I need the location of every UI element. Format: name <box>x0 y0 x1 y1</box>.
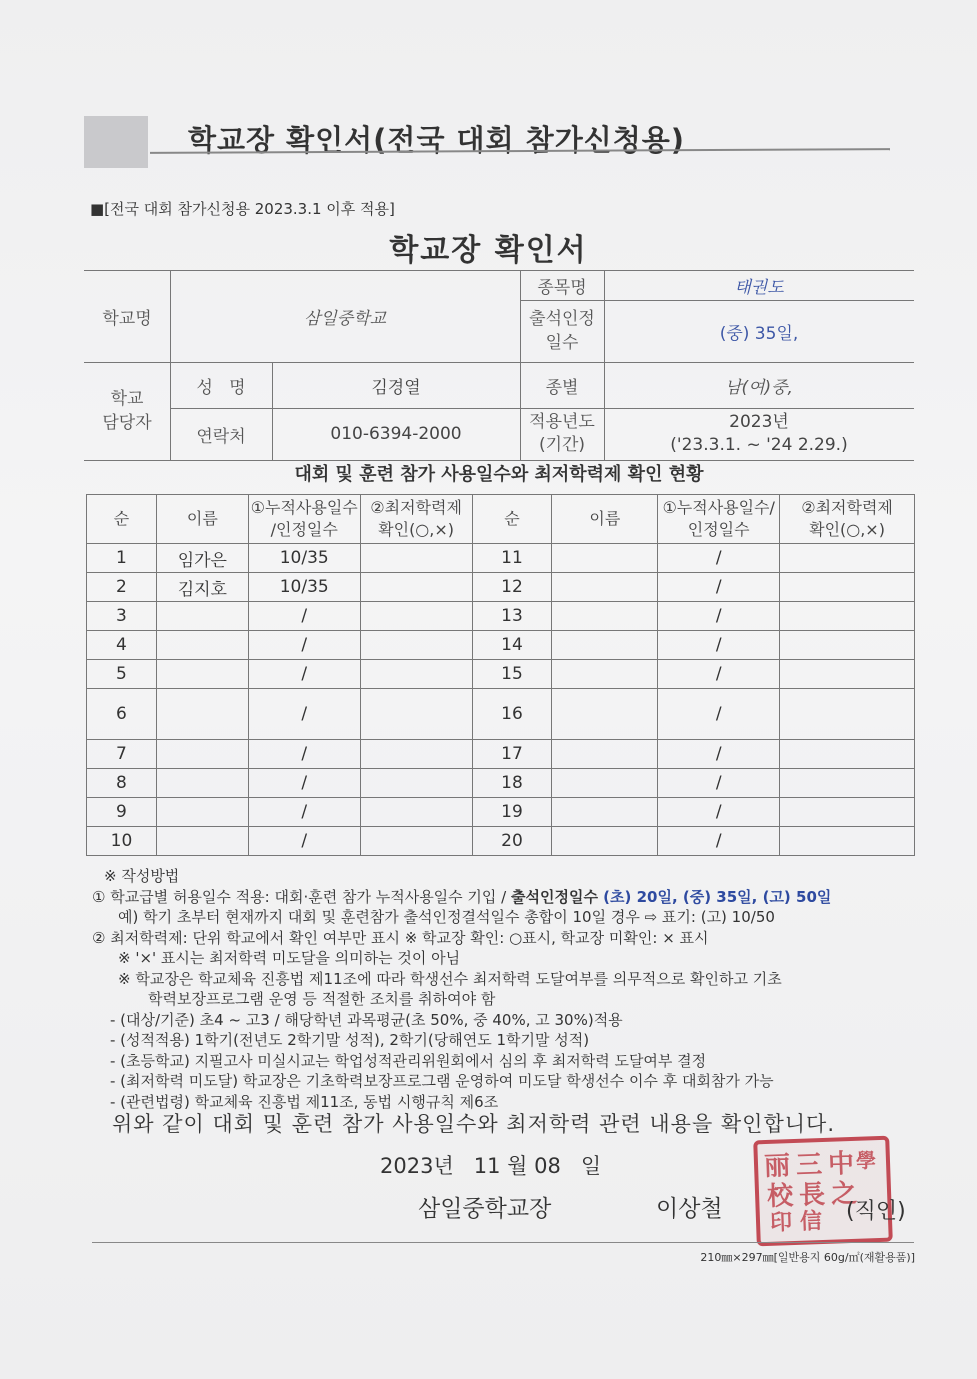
year-value: 2023년 ('23.3.1. ~ '24 2.29.) <box>670 412 848 455</box>
col-days: ①누적사용일수 /인정일수 <box>248 495 360 544</box>
instruction-line: 예) 학기 초부터 현재까지 대회 및 훈련참가 출석인정결석일수 총합이 10일 경우 ⇨ 표기: (고) 10/50 <box>118 908 775 926</box>
gender-value: 남(여)중, <box>725 377 793 398</box>
gender-label: 종별 <box>545 377 579 398</box>
col-no-right: 순 <box>472 495 552 544</box>
attendance-value: (중) 35일, <box>719 323 799 344</box>
table-row: 4 / 14 / <box>87 631 915 660</box>
instruction-line: ① 학교급별 허용일수 적용: 대회·훈련 참가 누적사용일수 기입 / 출석인정일수 (초) 20일, (중) 35일, (고) 50일 <box>92 887 832 906</box>
attendance-label: 출석인정 일수 <box>529 309 595 353</box>
principal-title: 삼일중학교장 <box>418 1196 552 1222</box>
applied-note: ■[전국 대회 참가신청용 2023.3.1 이후 적용] <box>90 200 395 218</box>
school-label: 학교명 <box>102 308 152 329</box>
instruction-line: - (최저학력 미도달) 학교장은 기초학력보장프로그램 운영하여 미도달 학생선수 이수 후 대회참가 가능 <box>110 1072 774 1090</box>
info-table <box>84 270 914 462</box>
school-value: 삼일중학교 <box>303 308 387 329</box>
instructions <box>92 866 922 1112</box>
instruction-line: ② 최저학력제: 단위 학교에서 확인 여부만 표시 ※ 학교장 확인: ○표시, 학교장 미확인: × 표시 <box>92 928 709 947</box>
instruction-line: 학력보장프로그램 운영 등 적절한 조치를 취하여야 함 <box>148 990 496 1008</box>
table-header-row <box>87 495 915 544</box>
instruction-line: - (관련법령) 학교체육 진흥법 제11조, 동법 시행규칙 제6조 <box>110 1092 499 1111</box>
instruction-line: - (성적적용) 1학기(전년도 2학기말 성적), 2학기(당해연도 1학기말 성적) <box>110 1031 590 1049</box>
principal-name: 이상철 <box>656 1196 723 1222</box>
col-name: 이름 <box>156 495 248 544</box>
table-row: 8 / 18 / <box>87 769 915 798</box>
attendance-table <box>86 494 915 856</box>
col-name-right: 이름 <box>552 495 658 544</box>
name-label: 성 명 <box>196 377 246 398</box>
seal-label: (직인) <box>846 1199 906 1224</box>
confirm-text: 위와 같이 대회 및 훈련 참가 사용일수와 최저학력 관련 내용을 확인합니다. <box>112 1112 836 1136</box>
official-seal-stamp: 丽 三 中 學 校 長 之 印 信 <box>753 1136 893 1247</box>
instruction-line: ※ 학교장은 학교체육 진흥법 제11조에 따라 학생선수 최저학력 도달여부를 의무적으로 확인하고 기초 <box>118 969 782 988</box>
event-value: 태권도 <box>734 277 784 298</box>
table-row: 3 / 13 / <box>87 602 915 631</box>
instruction-line: - (대상/기준) 초4 ~ 고3 / 해당학년 과목평균(초 50%, 중 40%, 고 30%)적용 <box>110 1010 623 1029</box>
paper-spec: 210㎜×297㎜[일반용지 60g/㎡(재활용품)] <box>700 1251 915 1264</box>
name-value: 김경열 <box>371 377 421 398</box>
table-row: 6 / 16 / <box>87 689 915 740</box>
footer-divider <box>92 1242 914 1243</box>
col-days-right: ①누적사용일수/ 인정일수 <box>658 495 780 544</box>
event-label: 종목명 <box>537 277 587 298</box>
table-row: 7 / 17 / <box>87 740 915 769</box>
contact-label: 연락처 <box>196 426 246 447</box>
col-acad-right: ②최저학력제 확인(○,×) <box>780 495 915 544</box>
instruction-line: - (초등학교) 지필고사 미실시교는 학업성적관리위원회에서 심의 후 최저학력 도달여부 결정 <box>110 1051 707 1070</box>
instructions-heading: ※ 작성방법 <box>104 867 180 885</box>
table-row: 9 / 19 / <box>87 798 915 827</box>
table-row: 10 / 20 / <box>87 827 915 856</box>
issue-date: 2023년 11 월 08 일 <box>380 1154 602 1178</box>
table-row: 2 김지호 10/35 12 / <box>87 573 915 602</box>
col-acad: ②최저학력제 확인(○,×) <box>360 495 472 544</box>
table-row: 1 임가은 10/35 11 / <box>87 544 915 573</box>
doc-title: 학교장 확인서 <box>389 233 588 268</box>
header-title: 학교장 확인서(전국 대회 참가신청용) <box>188 123 686 157</box>
instruction-line: ※ '×' 표시는 최저학력 미도달을 의미하는 것이 아님 <box>118 949 461 967</box>
header-gray-block <box>84 116 148 168</box>
col-no: 순 <box>87 495 157 544</box>
section-title: 대회 및 훈련 참가 사용일수와 최저학력제 확인 현황 <box>294 464 704 485</box>
table-row: 5 / 15 / <box>87 660 915 689</box>
manager-label: 학교 담당자 <box>102 389 152 433</box>
year-label: 적용년도 (기간) <box>529 412 595 455</box>
contact-value: 010-6394-2000 <box>330 424 462 444</box>
